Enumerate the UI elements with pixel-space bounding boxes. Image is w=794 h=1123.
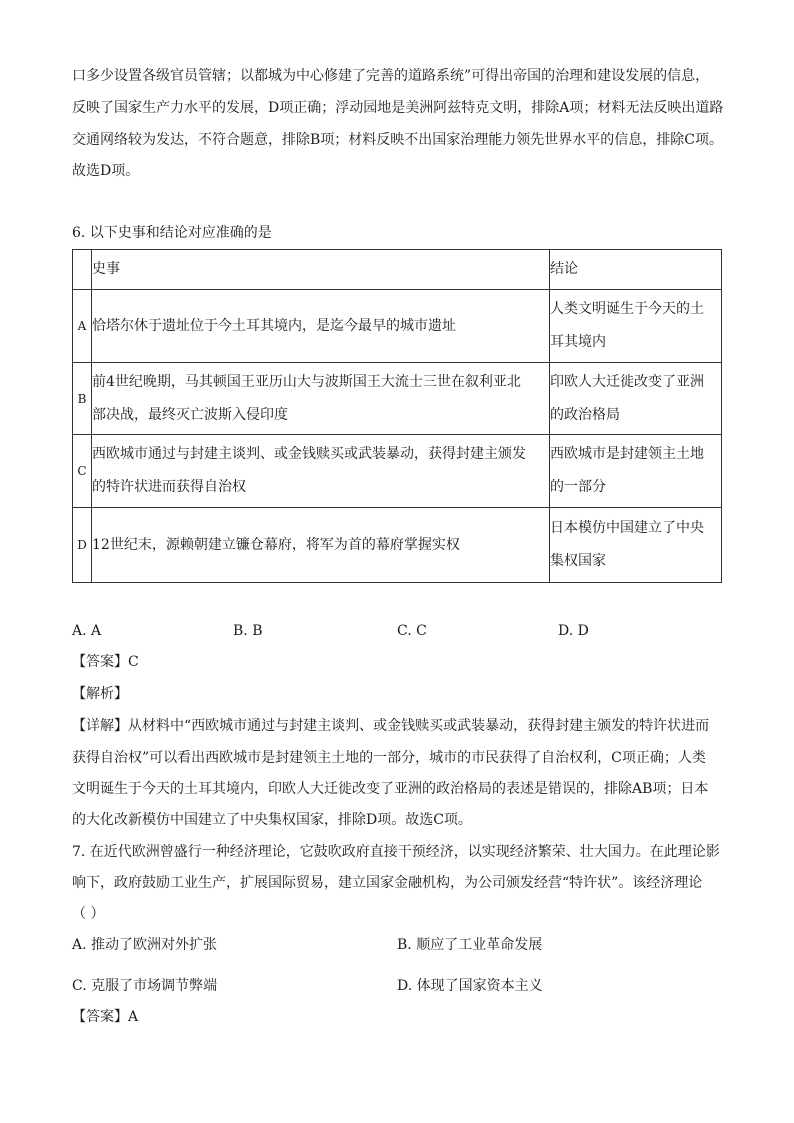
row-conclusion-line: 印欧人大迁徙改变了亚洲 bbox=[550, 373, 704, 390]
row-conclusion-line: 耳其境内 bbox=[550, 334, 606, 350]
answer-value: A bbox=[128, 1009, 139, 1025]
row-conclusion bbox=[550, 363, 722, 435]
question-7-blank: （ ） bbox=[72, 906, 105, 922]
row-event-line: 部决战，最终灭亡波斯入侵印度 bbox=[92, 406, 288, 423]
row-conclusion bbox=[550, 435, 722, 508]
q6-option-a: A. A bbox=[72, 623, 102, 639]
row-label: B bbox=[73, 363, 92, 435]
q6-analysis-tag: 【解析】 bbox=[72, 686, 128, 702]
row-event-line: 的特许状进而获得自治权 bbox=[92, 479, 246, 495]
row-label: C bbox=[73, 435, 92, 508]
q6-detail-line: 的大化改新模仿中国建立了中央集权国家，排除D项。故选C项。 bbox=[72, 812, 472, 828]
q6-answer bbox=[72, 652, 139, 672]
row-conclusion-line: 西欧城市是封建领主土地 bbox=[550, 446, 704, 462]
answer-tag: 【答案】 bbox=[72, 654, 128, 670]
q7-option-d: D. 体现了国家资本主义 bbox=[397, 978, 543, 994]
answer-value: C bbox=[128, 654, 139, 670]
row-conclusion-line: 的一部分 bbox=[550, 479, 606, 495]
q6-detail-line: 文明诞生于今天的土耳其境内，印欧人大迁徙改变了亚洲的政治格局的表述是错误的，排除AB项；日本 bbox=[72, 781, 709, 797]
question-7-stem-line: 7. 在近代欧洲曾盛行一种经济理论，它鼓吹政府直接干预经济，以实现经济繁荣、壮大国力。在此理论影 bbox=[72, 844, 720, 860]
table-header-event: 史事 bbox=[92, 250, 550, 290]
q6-option-b: B. B bbox=[233, 623, 263, 639]
detail-tag: 【详解】 bbox=[72, 718, 128, 734]
q6-option-c: C. C bbox=[397, 623, 427, 639]
question-7-stem-line: 响下，政府鼓励工业生产，扩展国际贸易，建立国家金融机构，为公司颁发经营“特许状”。该经济理论 bbox=[72, 875, 703, 891]
q6-detail-line: 获得自治权”可以看出西欧城市是封建领主土地的一部分，城市的市民获得了自治权利，C项正确；人类 bbox=[72, 750, 706, 766]
paragraph-line: 故选D项。 bbox=[72, 163, 140, 179]
row-label: D bbox=[73, 508, 92, 583]
table-header-row bbox=[73, 250, 722, 290]
row-conclusion-line: 集权国家 bbox=[550, 553, 606, 569]
table-row bbox=[73, 363, 722, 435]
row-event-line: 恰塔尔休于遗址位于今土耳其境内，是迄今最早的城市遗址 bbox=[92, 317, 456, 334]
detail-text: 从材料中“西欧城市通过与封建主谈判、或金钱赎买或武装暴动，获得封建主颁发的特许状进而 bbox=[128, 718, 710, 734]
paragraph-line: 口多少设置各级官员管辖；以都城为中心修建了完善的道路系统”可得出帝国的治理和建设发展的信息， bbox=[72, 68, 710, 84]
table-row bbox=[73, 508, 722, 583]
paragraph-line: 反映了国家生产力水平的发展，D项正确；浮动园地是美洲阿兹特克文明，排除A项；材料无法反映出道路 bbox=[72, 100, 724, 116]
q6-table bbox=[72, 249, 722, 583]
q7-option-a: A. 推动了欧洲对外扩张 bbox=[72, 937, 218, 953]
row-event bbox=[92, 508, 550, 583]
row-event bbox=[92, 363, 550, 435]
q7-option-c: C. 克服了市场调节弊端 bbox=[72, 978, 218, 994]
row-conclusion bbox=[550, 508, 722, 583]
q6-detail-line bbox=[72, 716, 709, 736]
row-conclusion bbox=[550, 290, 722, 363]
answer-tag: 【答案】 bbox=[72, 1009, 128, 1025]
q7-answer bbox=[72, 1007, 138, 1027]
row-event-line: 12世纪末，源赖朝建立镰仓幕府，将军为首的幕府掌握实权 bbox=[92, 536, 460, 553]
question-6-stem: 6. 以下史事和结论对应准确的是 bbox=[72, 225, 272, 241]
table-header-blank bbox=[73, 250, 92, 290]
row-event-line: 前4世纪晚期，马其顿国王亚历山大与波斯国王大流士三世在叙利亚北 bbox=[92, 373, 521, 390]
paragraph-line: 交通网络较为发达，不符合题意，排除B项；材料反映不出国家治理能力领先世界水平的信息，排除C项。 bbox=[72, 132, 723, 148]
row-event bbox=[92, 435, 550, 508]
row-label: A bbox=[73, 290, 92, 363]
q6-option-d: D. D bbox=[558, 623, 589, 639]
table-header-conclusion: 结论 bbox=[550, 250, 722, 290]
q7-option-b: B. 顺应了工业革命发展 bbox=[397, 937, 543, 953]
table-row bbox=[73, 290, 722, 363]
row-event-line: 西欧城市通过与封建主谈判、或金钱赎买或武装暴动，获得封建主颁发 bbox=[92, 446, 526, 462]
row-event bbox=[92, 290, 550, 363]
row-conclusion-line: 人类文明诞生于今天的土 bbox=[550, 301, 704, 317]
table-row bbox=[73, 435, 722, 508]
row-conclusion-line: 的政治格局 bbox=[550, 406, 620, 423]
row-conclusion-line: 日本模仿中国建立了中央 bbox=[550, 520, 704, 536]
